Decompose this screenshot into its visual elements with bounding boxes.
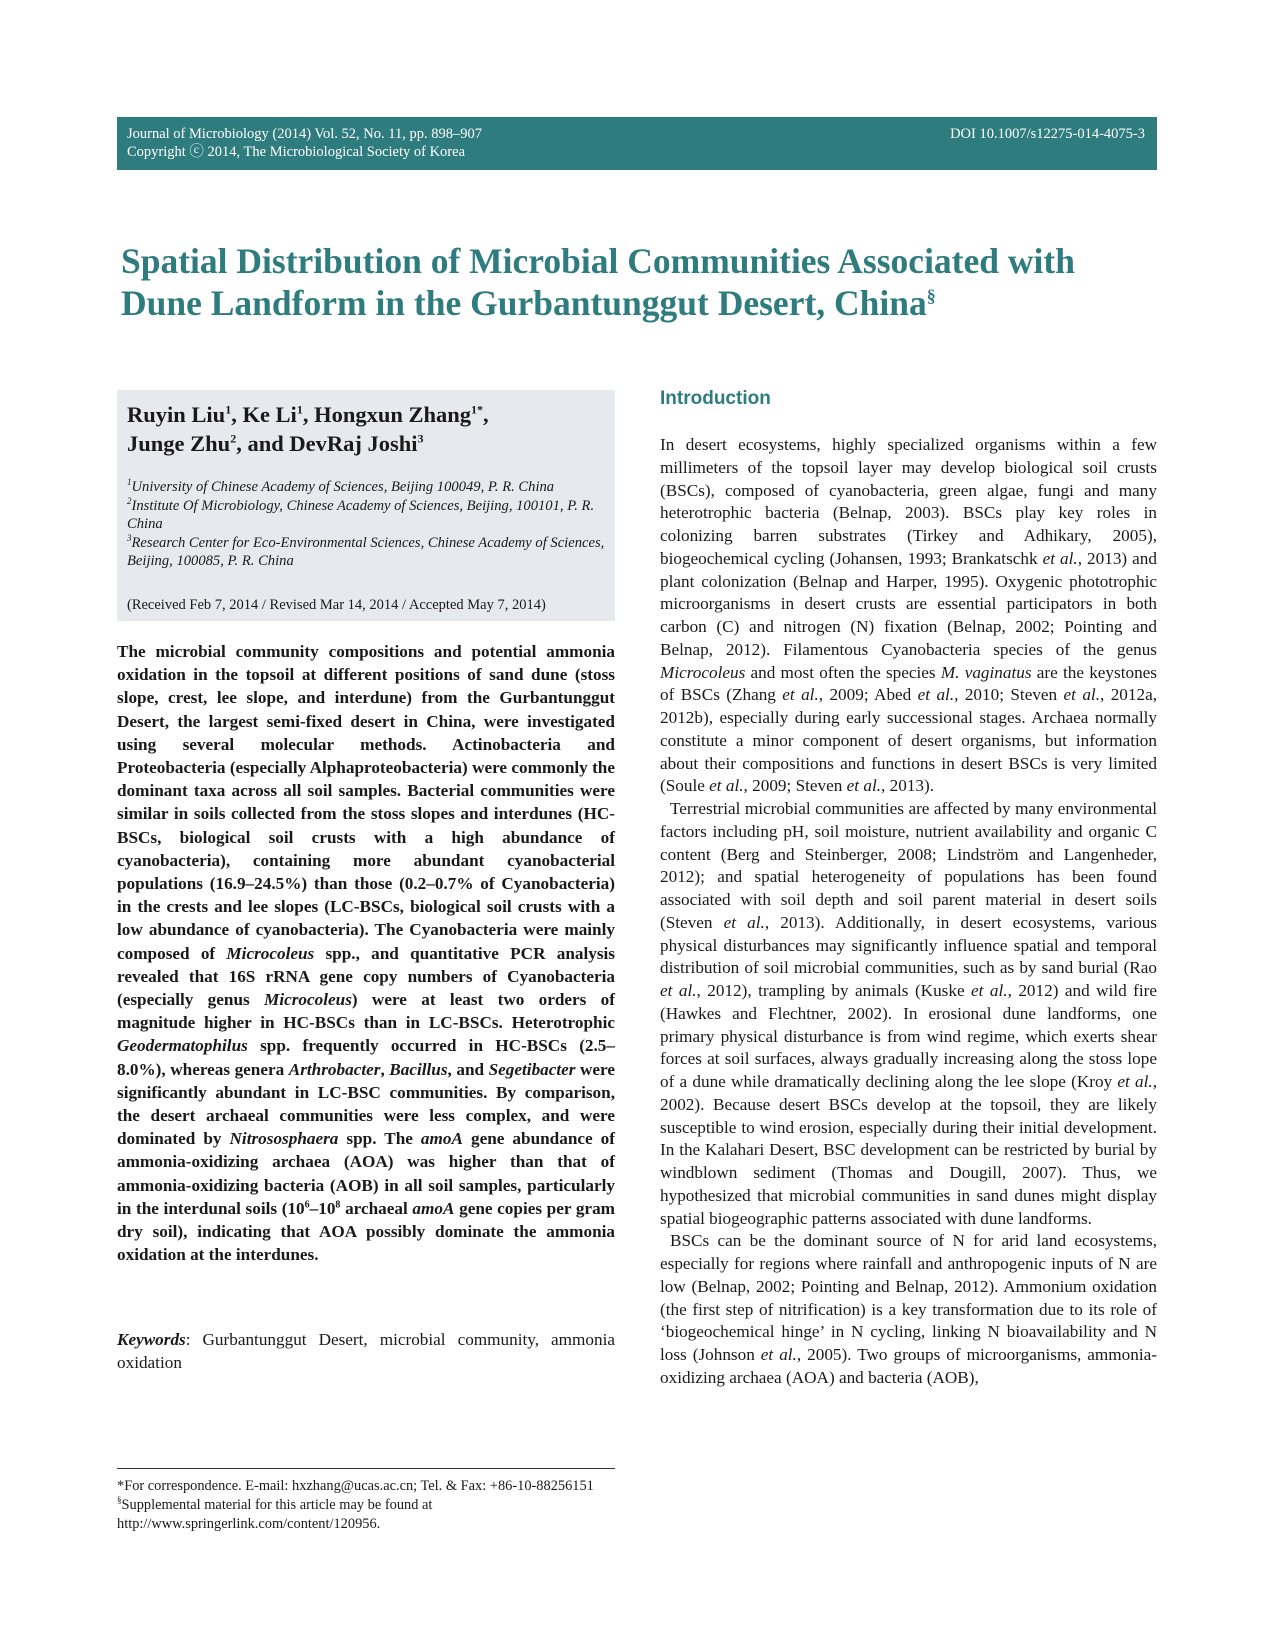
keywords-text: : Gurbantunggut Desert, microbial community, ammonia oxidation (117, 1330, 615, 1373)
author-affil-mark: 3 (417, 431, 424, 446)
introduction-paragraph (660, 434, 1157, 798)
body-text: , 2013). (881, 776, 935, 796)
body-italic: et al. (723, 912, 765, 932)
author-affil-mark: 1* (471, 402, 484, 417)
author-affil-mark: 1 (225, 402, 232, 417)
journal-copyright: Copyright ⓒ 2014, The Microbiological Society of Korea (127, 144, 466, 160)
body-text: , 2002). Because desert BSCs develop at the topsoil, they are likely susceptible to wind erosion, especially during their initial development. In the Kalahari Desert, BSC development can be restricted by burial by windblown sediment (Thomas and Dougill, 2007). Thus, we hypothesized that microbial communities in sand dunes might display spatial biogeographic patterns associated with dune landforms. (660, 1072, 1157, 1228)
introduction-heading: Introduction (660, 388, 771, 409)
supplemental-text: Supplemental material for this article may be found at http://www.springerlink.com/content/120956. (117, 1496, 433, 1532)
affiliation-mark: 2 (127, 495, 132, 506)
body-italic: et al. (660, 981, 697, 1000)
journal-info (127, 125, 482, 161)
abstract-italic-term: amoA (420, 1129, 463, 1149)
author-list (127, 400, 605, 458)
body-text: , 2010; Steven (954, 685, 1064, 705)
body-text: Terrestrial microbial communities are affected by many environmental factors including pH, soil moisture, nutrient availability and organic C content (Berg and Steinberger, 2008; Lindström and Langenheder, 2012); and spatial heterogeneity of populations has been found associated with soil depth and soil parent material in desert soils (Steven (660, 799, 1157, 932)
abstract-text: ) were at least two orders of magnitude higher in HC-BSCs than in LC-BSCs. Heterotrophic (117, 990, 616, 1033)
body-text: , 2012) and wild fire (Hawkes and Flechtner, 2002). In erosional dune landforms, one primary physical disturbance is from wind regime, which exerts shear forces at soil surfaces, always gradually increasing along the stoss lope of a dune while dramatically declining along the lee slope (Kroy (660, 981, 1157, 1091)
author-name: Junge Zhu (127, 431, 231, 456)
body-text: , 2005). Two groups of microorganisms, ammonia-oxidizing archaea (AOA) and bacteria (AOB), (660, 1345, 1157, 1387)
affiliation-item (127, 478, 605, 497)
abstract (117, 640, 615, 1266)
affiliation-text: University of Chinese Academy of Sciences, Beijing 100049, P. R. China (131, 479, 555, 495)
body-text: , 2009; Steven (743, 776, 847, 796)
body-italic: et al. (971, 981, 1008, 1000)
abstract-exponent: 6 (304, 1199, 310, 1211)
affiliation-mark: 1 (127, 477, 132, 488)
abstract-italic-term: Geodermatophilus (117, 1036, 248, 1056)
affiliation-item (127, 534, 605, 571)
abstract-text: archaeal (340, 1198, 413, 1218)
supplemental-mark: § (117, 1495, 122, 1505)
body-text: , 2012a, 2012b), especially during early successional stages. Archaea normally constitute a minor component of desert organisms, but information about their compositions and functions in desert BSCs is very limited (Soule (660, 685, 1158, 796)
supplemental-footnote (117, 1496, 615, 1534)
doi-label: DOI 10.1007/s12275-014-4075-3 (950, 126, 1145, 142)
affiliation-list (127, 478, 605, 571)
correspondence-footnote: *For correspondence. E-mail: hxzhang@ucas.ac.cn; Tel. & Fax: +86-10-88256151 (117, 1478, 594, 1494)
received-dates: (Received Feb 7, 2014 / Revised Mar 14, 2014 / Accepted May 7, 2014) (127, 597, 546, 613)
body-italic: et al. (917, 685, 955, 705)
paper-title-text: Spatial Distribution of Microbial Communities Associated with Dune Landform in the Gurbantunggut Desert, China (121, 241, 1075, 323)
abstract-text: , (380, 1059, 390, 1079)
body-text: BSCs can be the dominant source of N for arid land ecosystems, especially for regions where rainfall and anthropogenic inputs of N are low (Belnap, 2002; Pointing and Belnap, 2012). Ammonium oxidation (the first step of nitrification) is a key transformation due to its role of ‘biogeochemical hinge’ in N cycling, linking N bioavailability and N loss (Johnson (660, 1231, 1157, 1364)
author-name: , Ke Li (231, 402, 297, 427)
introduction-paragraph (660, 1230, 1157, 1389)
body-text: , 2009; Abed (818, 685, 918, 705)
abstract-text: gene copies per gram dry soil), indicating that AOA possibly dominate the ammonia oxidation at the interdunes. (117, 1198, 615, 1265)
author-name: , and DevRaj Joshi (236, 431, 418, 456)
title-footnote-mark: § (926, 286, 936, 307)
affiliation-item (127, 497, 605, 534)
abstract-text: , and (447, 1059, 489, 1079)
body-italic: et al. (709, 776, 744, 796)
journal-citation: Journal of Microbiology (2014) Vol. 52, No. 11, pp. 898–907 (127, 126, 482, 142)
abstract-exponent: 8 (335, 1199, 341, 1211)
abstract-italic-term: amoA (412, 1198, 455, 1218)
keywords (117, 1328, 615, 1374)
abstract-text: were significantly abundant in LC-BSC communities. By comparison, the desert archaeal communities were less complex, and were dominated by (117, 1059, 616, 1149)
author-info-box (117, 390, 615, 621)
abstract-italic-term: Arthrobacter (288, 1059, 381, 1079)
journal-header-band (117, 117, 1157, 170)
body-text: , 2012), trampling by animals (Kuske (696, 981, 972, 1000)
author-name: , Hongxun Zhang (302, 402, 472, 427)
abstract-italic-term: Bacillus (389, 1059, 448, 1079)
keywords-label: Keywords (117, 1330, 186, 1349)
author-separator: , (483, 402, 489, 427)
affiliation-mark: 3 (127, 532, 132, 543)
body-text: In desert ecosystems, highly specialized organisms within a few millimeters of the topsoil layer may develop biological soil crusts (BSCs), composed of cyanobacteria, green algae, fungi and many heterotrophic bacteria (Belnap, 2003). BSCs play key roles in colonizing barren substrates (Tirkey and Adhikary, 2005), biogeochemical cycling (Johansen, 1993; Brankatschk (660, 435, 1157, 568)
body-italic: et al. (760, 1345, 797, 1364)
abstract-italic-term: Microcoleus (264, 990, 352, 1010)
body-italic: et al. (1117, 1072, 1153, 1091)
abstract-text: spp., and quantitative PCR analysis revealed that 16S rRNA gene copy numbers of Cyanobacteria (especially genus (117, 943, 615, 1010)
author-name: Ruyin Liu (127, 402, 226, 427)
body-italic: M. vaginatus (940, 662, 1032, 682)
abstract-text: spp. The (338, 1129, 421, 1149)
abstract-italic-term: Nitrososphaera (229, 1129, 339, 1149)
affiliation-text: Research Center for Eco-Environmental Sciences, Chinese Academy of Sciences, Beijing, 100085, P. R. China (127, 534, 605, 569)
abstract-text: spp. frequently occurred in HC-BSCs (2.5–8.0%), whereas genera (117, 1036, 615, 1079)
author-affil-mark: 1 (296, 402, 303, 417)
abstract-italic-term: Segetibacter (488, 1059, 576, 1079)
body-italic: et al. (782, 685, 819, 705)
body-italic: et al. (846, 776, 882, 796)
introduction-body (660, 434, 1157, 1390)
body-text: , 2013) and plant colonization (Belnap and Harper, 1995). Oxygenic phototrophic microorganisms in desert crusts are essential participators in both carbon (C) and nitrogen (N) fixation (Belnap, 2002; Pointing and Belnap, 2012). Filamentous Cyanobacteria species of the genus (660, 548, 1157, 659)
abstract-text: –10 (309, 1198, 336, 1218)
abstract-text: gene abundance of ammonia-oxidizing archaea (AOA) was higher than that of ammonia-oxidizing bacteria (AOB) in all soil samples, particularly in the interdunal soils (10 (117, 1129, 615, 1218)
affiliation-text: Institute Of Microbiology, Chinese Academy of Sciences, Beijing, 100101, P. R. China (127, 497, 595, 532)
body-italic: Microcoleus (660, 662, 746, 682)
paper-title (121, 240, 1121, 324)
abstract-italic-term: Microcoleus (226, 943, 315, 963)
body-text: , 2013). Additionally, in desert ecosystems, various physical disturbances may significantly influence spatial and temporal distribution of soil microbial communities, such as by sand burial (Rao (660, 912, 1157, 978)
introduction-paragraph (660, 798, 1157, 1230)
body-italic: et al. (1063, 685, 1101, 705)
body-italic: et al. (1042, 548, 1078, 568)
body-text: are the keystones of BSCs (Zhang (660, 662, 1157, 705)
abstract-text: The microbial community compositions and potential ammonia oxidation in the topsoil at different positions of sand dune (stoss slope, crest, lee slope, and interdune) from the Gurbantunggut Desert, the largest semi-fixed desert in China, were investigated using several molecular methods. Actinobacteria and Proteobacteria (especially Alphaproteobacteria) were commonly the dominant taxa across all soil samples. Bacterial communities were similar in soils collected from the stoss slopes and interdunes (HC-BSCs, biological soil crusts with a high abundance of cyanobacteria), containing more abundant cyanobacterial populations (16.9–24.5%) than those (0.2–0.7% of Cyanobacteria) in the crests and lee slopes (LC-BSCs, biological soil crusts with a low abundance of cyanobacteria). The Cyanobacteria were mainly composed of (117, 642, 615, 963)
body-text: and most often the species (745, 662, 941, 682)
footnotes (117, 1468, 615, 1533)
author-affil-mark: 2 (230, 431, 237, 446)
